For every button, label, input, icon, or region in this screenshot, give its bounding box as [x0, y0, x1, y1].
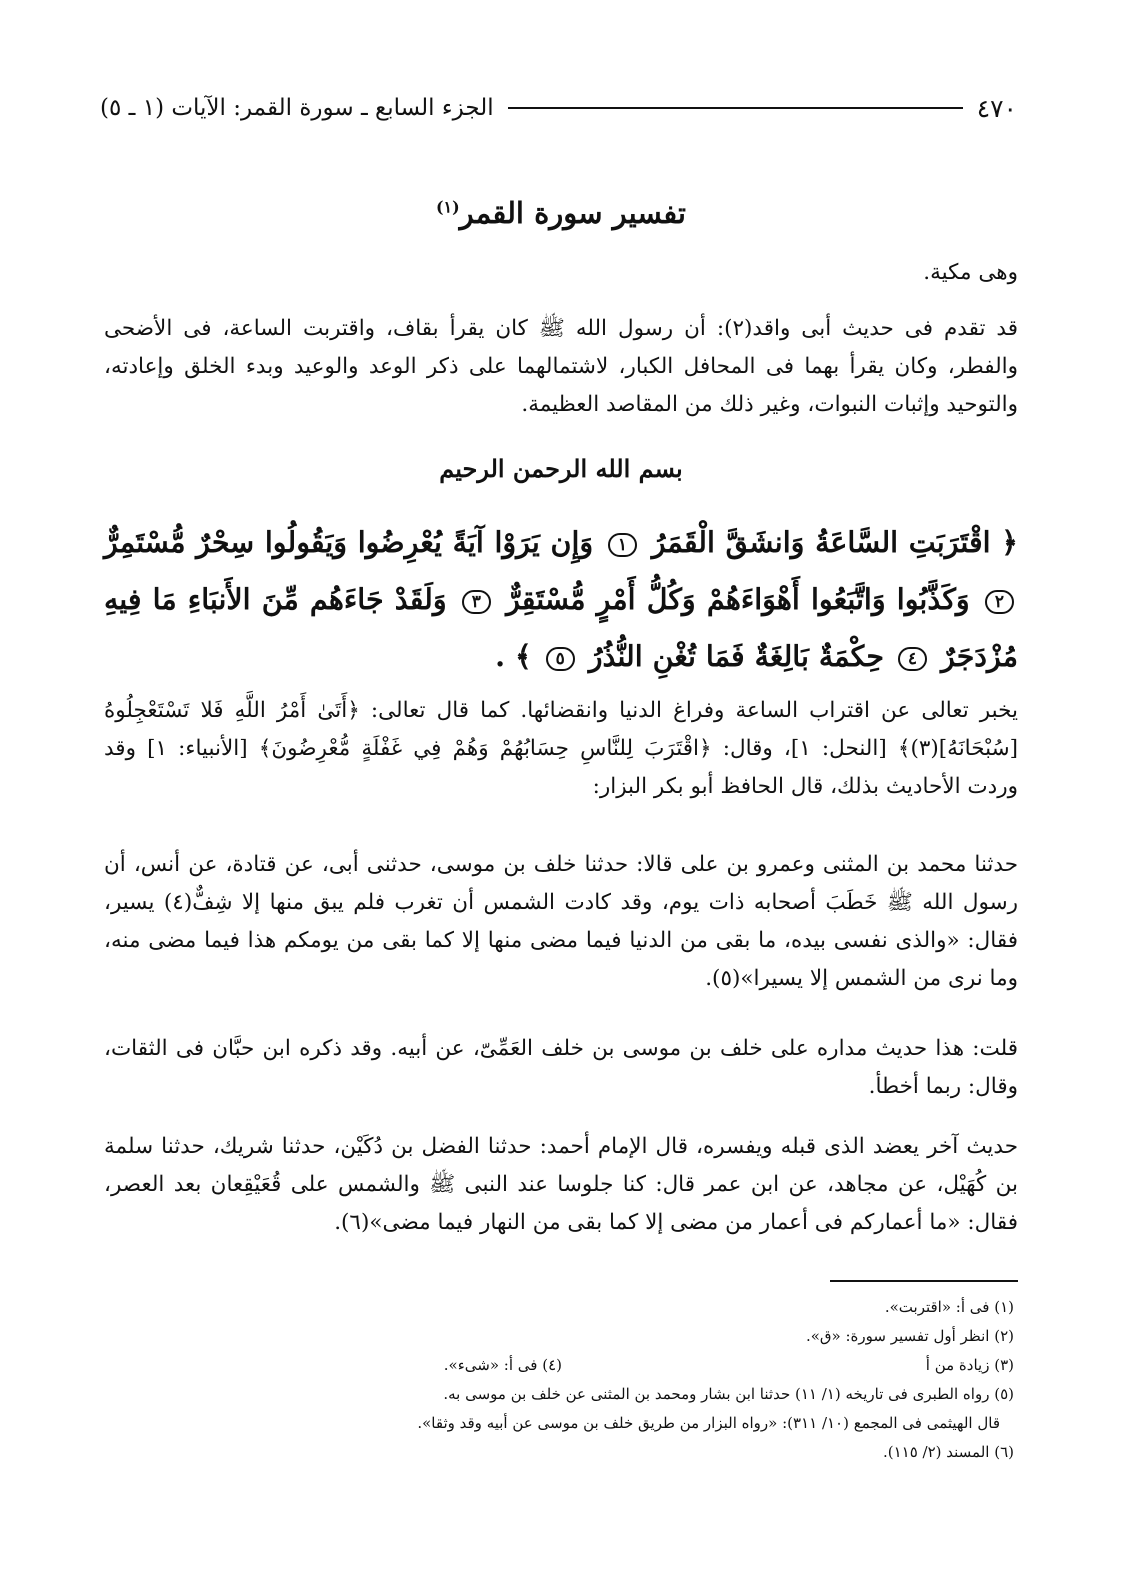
ornate-bracket-close: ﴾ .	[495, 639, 532, 673]
verse-text: وَإِن يَرَوْا آيَةً يُعْرِضُوا وَيَقُولُوا سِحْرٌ مُّسْتَمِرٌّ	[104, 525, 594, 559]
running-title: الجزء السابع ـ سورة القمر: الآيات (١ ـ ٥)	[100, 95, 494, 121]
header-rule	[508, 107, 963, 109]
footnote: (٣) زيادة من أ	[925, 1356, 1014, 1374]
ayah-number-marker: ٢	[985, 590, 1014, 614]
hadith-paragraph: حدثنا محمد بن المثنى وعمرو بن على قالا: حدثنا خلف بن موسى، حدثنى أبى، عن قتادة، عن أنس، أن رسول الله ﷺ خَطَبَ أصحابه ذات يوم، وقد كادت الشمس أن تغرب فلم يبق منها إلا شِفٌّ(٤) يسير، فقال: «والذى نفسى بيده، ما بقى من الدنيا فيما مضى منها إلا كما بقى من يومكم هذا فيما مضى منه، وما نرى من الشمس إلا يسيرا»(٥).	[104, 852, 1018, 991]
ayah-number-marker: ١	[608, 533, 637, 557]
meccan-note: وهى مكية.	[923, 260, 1018, 285]
footnote: (٢) انظر أول تفسير سورة: «ق».	[805, 1327, 1014, 1345]
footnote: (١) فى أ: «اقتربت».	[884, 1298, 1014, 1316]
running-header	[100, 86, 1017, 130]
verse-text: وَلَقَدْ جَاءَهُم مِّنَ الأَنبَاءِ مَا فِيهِ مُزْدَجَرٌ	[104, 582, 1018, 673]
footnote: (٥) رواه الطبرى فى تاريخه (١/ ١١) حدثنا ابن بشار ومحمد بن المثنى عن خلف بن موسى به.	[443, 1385, 1014, 1403]
verse-text: اقْتَرَبَتِ السَّاعَةُ وَانشَقَّ الْقَمَرُ	[651, 525, 991, 559]
comment-paragraph: قلت: هذا حديث مداره على خلف بن موسى بن خلف العَمِّىّ، عن أبيه. وقد ذكره ابن حبَّان فى الثقات، وقال: ربما أخطأ.	[104, 1036, 1018, 1099]
title-footnote-ref: (١)	[435, 197, 460, 217]
title-text: تفسير سورة القمر	[459, 196, 687, 230]
page-title	[0, 196, 1122, 230]
footnote-continuation: قال الهيثمى فى المجمع (١٠/ ٣١١): «رواه البزار من طريق خلف بن موسى عن أبيه وقد وثقا».	[417, 1414, 1000, 1432]
ornate-bracket-open: ﴿	[1001, 525, 1018, 559]
commentary-paragraph: يخبر تعالى عن اقتراب الساعة وفراغ الدنيا وانقضائها. كما قال تعالى: ﴿أَتَىٰ أَمْرُ اللَّهِ فَلا تَسْتَعْجِلُوهُ [سُبْحَانَهُ](٣)﴾ [النحل: ١]، وقال: ﴿اقْتَرَبَ لِلنَّاسِ حِسَابُهُمْ وَهُمْ فِي غَفْلَةٍ مُّعْرِضُونَ﴾ [الأنبياء: ١] وقد وردت الأحاديث بذلك، قال الحافظ أبو بكر البزار:	[104, 698, 1018, 799]
bismillah: بسم الله الرحمن الرحيم	[439, 454, 683, 483]
intro-paragraph: قد تقدم فى حديث أبى واقد(٢): أن رسول الله ﷺ كان يقرأ بقاف، واقتربت الساعة، فى الأضحى والفطر، وكان يقرأ بهما فى المحافل الكبار، لاشتمالهما على ذكر الوعد والوعيد وبدء الخلق وإعادته، والتوحيد وإثبات النبوات، وغير ذلك من المقاصد العظيمة.	[104, 316, 1018, 417]
page-number: ٤٧٠	[976, 93, 1017, 123]
ayah-number-marker: ٣	[462, 590, 491, 614]
footnote-separator	[830, 1280, 1018, 1282]
verse-text: حِكْمَةٌ بَالِغَةٌ فَمَا تُغْنِ النُّذُرُ	[588, 639, 884, 673]
footnote: (٦) المسند (٢/ ١١٥).	[882, 1443, 1014, 1461]
hadith-paragraph: حديث آخر يعضد الذى قبله ويفسره، قال الإمام أحمد: حدثنا الفضل بن دُكَيْن، حدثنا شريك، حدثنا سلمة بن كُهَيْل، عن مجاهد، عن ابن عمر قال: كنا جلوسا عند النبى ﷺ والشمس على قُعَيْقِعان بعد العصر، فقال: «ما أعماركم فى أعمار من مضى إلا كما بقى من النهار فيما مضى»(٦).	[104, 1134, 1018, 1235]
footnote: (٤) فى أ: «شىء».	[443, 1356, 562, 1374]
verse-text: وَكَذَّبُوا وَاتَّبَعُوا أَهْوَاءَهُمْ وَكُلُّ أَمْرٍ مُّسْتَقِرٌّ	[506, 582, 970, 616]
quran-verses	[104, 514, 1018, 685]
ayah-number-marker: ٥	[546, 647, 575, 671]
ayah-number-marker: ٤	[898, 647, 927, 671]
